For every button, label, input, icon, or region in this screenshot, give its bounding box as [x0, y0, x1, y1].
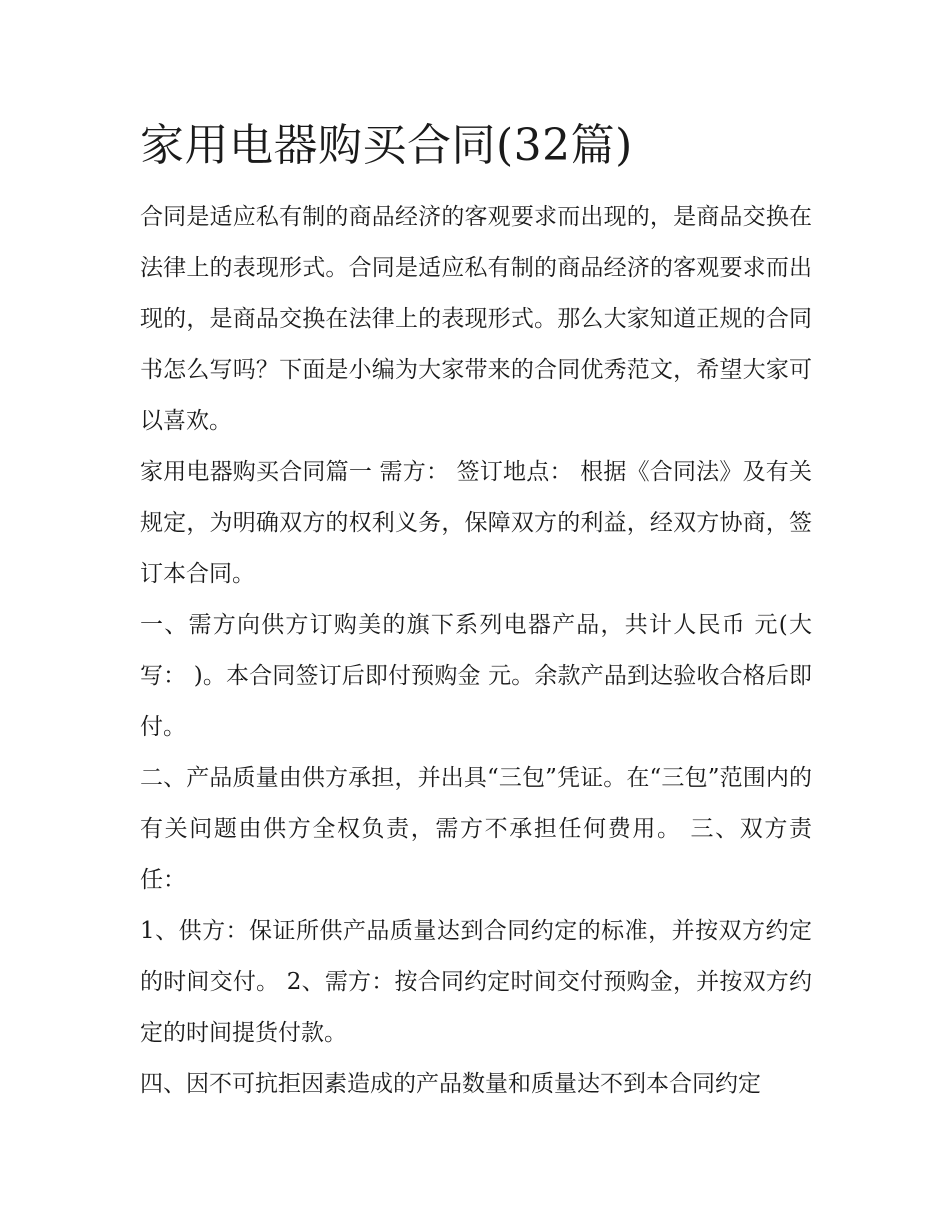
contract-preamble-paragraph: 家用电器购买合同篇一 需方： 签订地点： 根据《合同法》及有关规定，为明确双方的权利义务，保障双方的利益，经双方协商，签订本合同。	[140, 459, 812, 587]
document-title: 家用电器购买合同(32篇)	[140, 120, 633, 171]
clause-2-paragraph: 二、产品质量由供方承担，并出具“三包”凭证。在“三包”范围内的有关问题由供方全权负责，需方不承担任何费用。 三、双方责任：	[140, 765, 812, 893]
clause-1-paragraph: 一、需方向供方订购美的旗下系列电器产品，共计人民币 元(大写： )。本合同签订后即付预购金 元。余款产品到达验收合格后即付。	[140, 612, 812, 740]
intro-paragraph: 合同是适应私有制的商品经济的客观要求而出现的，是商品交换在法律上的表现形式。合同是适应私有制的商品经济的客观要求而出现的，是商品交换在法律上的表现形式。那么大家知道正规的合同书怎么写吗？下面是小编为大家带来的合同优秀范文，希望大家可以喜欢。	[140, 204, 812, 434]
document-body	[140, 110, 812, 1110]
clause-3-responsibilities-paragraph: 1、供方：保证所供产品质量达到合同约定的标准，并按双方约定的时间交付。 2、需方：按合同约定时间交付预购金，并按双方约定的时间提货付款。	[140, 918, 812, 1046]
clause-4-paragraph: 四、因不可抗拒因素造成的产品数量和质量达不到本合同约定	[140, 1071, 761, 1097]
